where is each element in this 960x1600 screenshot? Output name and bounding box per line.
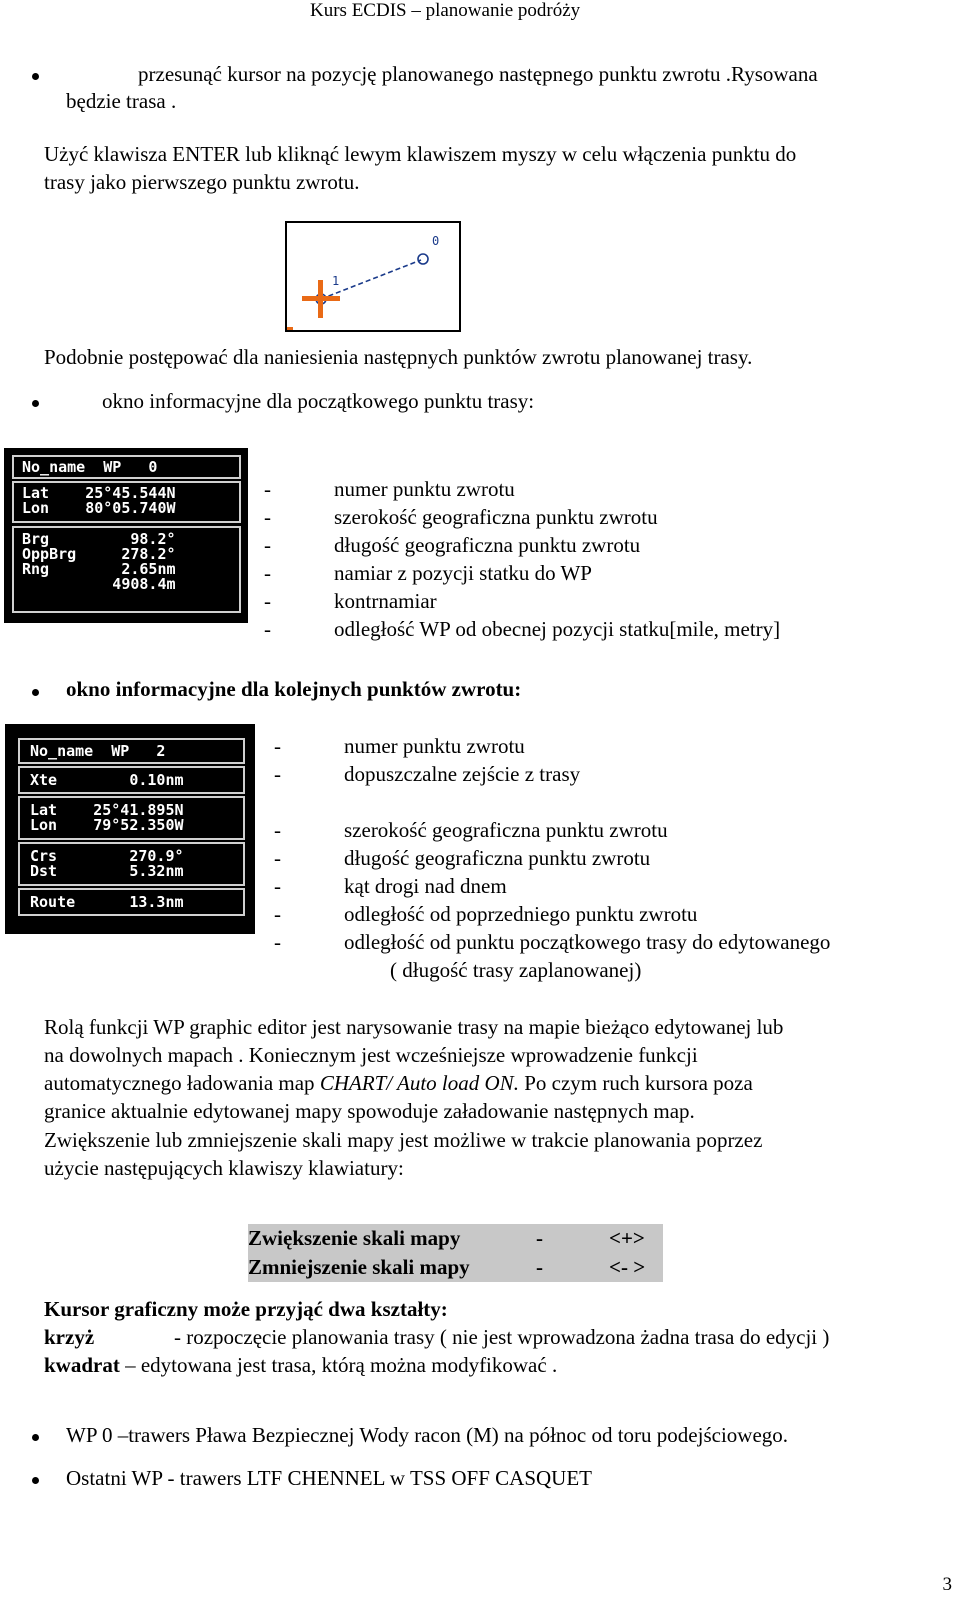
- paragraph: Podobnie postępować dla naniesienia następnych punktów zwrotu planowanej trasy.: [44, 345, 753, 369]
- list-item: kontrnamiar: [334, 589, 437, 613]
- waypoint-circle: [418, 254, 428, 264]
- instruction-text: przesunąć kursor na pozycję planowanego następnego punktu zwrotu .Rysowana: [138, 62, 818, 86]
- list-dash: -: [264, 589, 271, 613]
- paragraph-text: automatycznego ładowania map: [44, 1071, 320, 1095]
- window-line: No_name WP 0: [22, 458, 158, 476]
- bullet-text: WP 0 –trawers Pława Bezpiecznej Wody racon (M) na północ od toru podejściowego.: [66, 1423, 789, 1447]
- window-line: Xte 0.10nm: [30, 771, 184, 789]
- bullet-text: Ostatni WP - trawers LTF CHENNEL w TSS OFF CASQUET: [66, 1466, 592, 1490]
- cursor-square-desc: – edytowana jest trasa, którą można modyfikować .: [119, 1353, 558, 1377]
- paragraph-text: Po czym ruch kursora poza: [518, 1071, 753, 1095]
- window-line: No_name WP 2: [30, 742, 166, 760]
- paragraph: użycie następujących klawiszy klawiatury:: [44, 1156, 404, 1180]
- paragraph: Użyć klawisza ENTER lub kliknąć lewym klawiszem myszy w celu włączenia punktu do: [44, 142, 797, 166]
- list-dash: -: [264, 505, 271, 529]
- window-line: OppBrg 278.2°: [22, 545, 176, 563]
- list-item: odległość od poprzedniego punktu zwrotu: [344, 902, 698, 926]
- route-sketch-drawing: [287, 223, 459, 330]
- list-dash: -: [274, 762, 281, 786]
- paragraph: Rolą funkcji WP graphic editor jest narysowanie trasy na mapie bieżąco edytowanej lub: [44, 1015, 784, 1039]
- list-item: szerokość geograficzna punktu zwrotu: [334, 505, 658, 529]
- list-item: namiar z pozycji statku do WP: [334, 561, 592, 585]
- waypoint-info-window-next: [5, 724, 255, 934]
- list-dash: -: [274, 734, 281, 758]
- list-item: numer punktu zwrotu: [344, 734, 525, 758]
- list-dash: -: [274, 818, 281, 842]
- list-item: kąt drogi nad dnem: [344, 874, 507, 898]
- instruction-text-cont: będzie trasa .: [66, 89, 177, 113]
- bullet-dot: [32, 400, 39, 407]
- window-line: Lat 25°41.895N: [30, 801, 184, 819]
- list-item: odległość WP od obecnej pozycji statku[mile, metry]: [334, 617, 781, 641]
- page-number: 3: [942, 1574, 952, 1595]
- cursor-cross-term: krzyż: [44, 1325, 95, 1349]
- list-dash: -: [274, 874, 281, 898]
- window-line: Lat 25°45.544N: [22, 484, 176, 502]
- window-line: Route 13.3nm: [30, 893, 184, 911]
- waypoint-label-0: 0: [432, 234, 440, 248]
- window-line: 4908.4m: [22, 575, 176, 593]
- section-title: okno informacyjne dla początkowego punktu trasy:: [102, 389, 535, 413]
- cursor-square-term: kwadrat: [44, 1353, 120, 1377]
- list-item: odległość od punktu początkowego trasy do edytowanego: [344, 930, 831, 954]
- window-line: Dst 5.32nm: [30, 862, 184, 880]
- paragraph: Zwiększenie lub zmniejszenie skali mapy jest możliwe w trakcie planowania poprzez: [44, 1128, 763, 1152]
- bullet-dot: [32, 1434, 39, 1441]
- list-dash: -: [264, 561, 271, 585]
- bullet-dot: [32, 73, 39, 80]
- route-sketch: [285, 221, 461, 332]
- menu-path-text: CHART/ Auto load ON.: [319, 1071, 519, 1095]
- cursor-square-line: [44, 1353, 557, 1378]
- waypoint-info-window-start: [4, 448, 248, 623]
- key-row-zoom-out: [248, 1253, 663, 1282]
- section-title: okno informacyjne dla kolejnych punktów zwrotu:: [66, 677, 522, 701]
- key-row-label: Zwiększenie skali mapy: [248, 1226, 461, 1250]
- window-line: Crs 270.9°: [30, 847, 184, 865]
- list-dash: -: [274, 902, 281, 926]
- paragraph-mixed: [44, 1071, 753, 1096]
- bullet-dot: [32, 689, 39, 696]
- list-item: dopuszczalne zejście z trasy: [344, 762, 581, 786]
- list-item: długość geograficzna punktu zwrotu: [344, 846, 651, 870]
- cursor-cross-desc: - rozpoczęcie planowania trasy ( nie jest wprowadzona żadna trasa do edycji ): [174, 1325, 830, 1349]
- list-dash: -: [274, 930, 281, 954]
- key-row-label: Zmniejszenie skali mapy: [248, 1255, 470, 1279]
- list-item: szerokość geograficzna punktu zwrotu: [344, 818, 668, 842]
- list-item-continuation: ( długość trasy zaplanowanej): [390, 958, 642, 982]
- key-row-zoom-in: [248, 1224, 663, 1253]
- window-line: Lon 80°05.740W: [22, 499, 176, 517]
- list-dash: -: [264, 477, 271, 501]
- paragraph: granice aktualnie edytowanej mapy spowoduje załadowanie następnych map.: [44, 1099, 695, 1123]
- window-line: Brg 98.2°: [22, 530, 176, 548]
- key-row-key: <+>: [609, 1226, 645, 1250]
- list-dash: -: [264, 617, 271, 641]
- window-line: Lon 79°52.350W: [30, 816, 184, 834]
- window-line: Rng 2.65nm: [22, 560, 176, 578]
- paragraph: na dowolnych mapach . Koniecznym jest wcześniejsze wprowadzenie funkcji: [44, 1043, 698, 1067]
- cursor-title: Kursor graficzny może przyjąć dwa kształty:: [44, 1297, 448, 1321]
- paragraph-cont: trasy jako pierwszego punktu zwrotu.: [44, 170, 360, 194]
- key-row-sep: -: [536, 1226, 543, 1250]
- list-item: długość geograficzna punktu zwrotu: [334, 533, 641, 557]
- key-row-key: <- >: [609, 1255, 646, 1279]
- waypoint-label-1: 1: [332, 274, 340, 288]
- scale-keys-table: [248, 1224, 663, 1282]
- bullet-dot: [32, 1477, 39, 1484]
- key-row-sep: -: [536, 1255, 543, 1279]
- page-header: Kurs ECDIS – planowanie podróży: [310, 0, 581, 21]
- list-dash: -: [274, 846, 281, 870]
- list-item: numer punktu zwrotu: [334, 477, 515, 501]
- list-dash: -: [264, 533, 271, 557]
